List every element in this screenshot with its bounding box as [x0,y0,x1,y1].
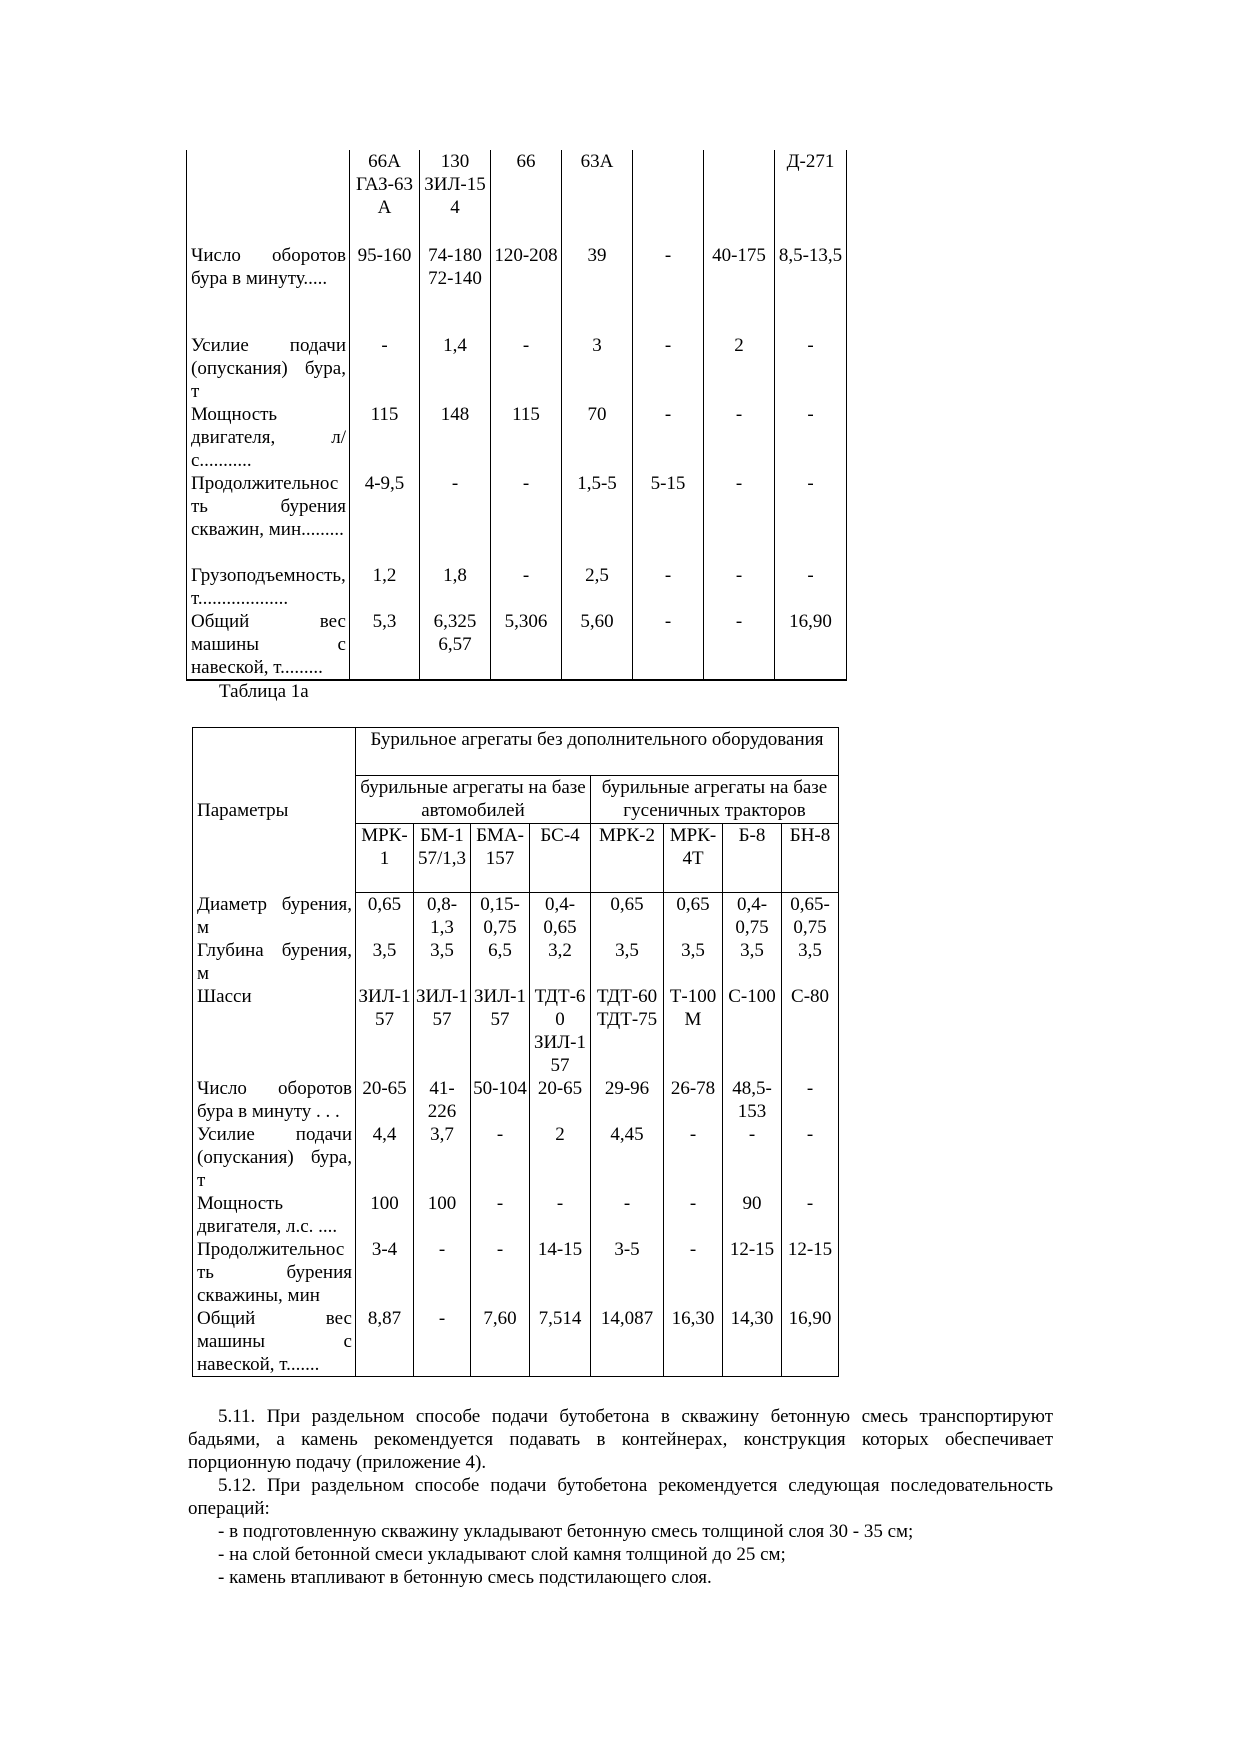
table-cell: 20-65 [356,1077,414,1123]
table-cell: 14,087 [591,1307,664,1377]
table-cell: 0,65 [664,893,723,940]
table-cell: 0,65-0,75 [782,893,839,940]
table-cell [633,150,704,244]
table-row [193,939,839,985]
table-cell: 16,90 [775,610,847,680]
table-cell: - [414,1307,471,1377]
table-cell: 3-4 [356,1238,414,1307]
table-cell: ЗИЛ-157 [471,985,530,1077]
table-cell: 20-65 [530,1077,591,1123]
table-cell: 40-175 [704,244,775,334]
model-header: МРК-4Т [664,824,723,893]
table-cell: - [491,334,562,403]
table-row [187,564,847,610]
table-cell: 3-5 [591,1238,664,1307]
model-header: МРК-2 [591,824,664,893]
table-cell: - [704,472,775,564]
paragraph-5-12: 5.12. При раздельном способе подачи бутобетона рекомендуется следующая последовательность операций: [188,1475,1053,1519]
table-row [193,1077,839,1123]
table-cell: - [420,472,491,564]
model-header: МРК-1 [356,824,414,893]
sub-header-tractor: бурильные агрегаты на базе гусеничных тракторов [591,776,839,824]
table-cell: 26-78 [664,1077,723,1123]
table-cell: 12-15 [723,1238,782,1307]
table-cell: 7,60 [471,1307,530,1377]
table-cell: ТДТ-60 ЗИЛ-157 [530,985,591,1077]
table-cell: 2 [530,1123,591,1192]
table-cell: 41-226 [414,1077,471,1123]
list-item: - камень втапливают в бетонную смесь подстилающего слоя. [218,1567,712,1588]
table-cell: 0,65 [591,893,664,940]
table-cell: 29-96 [591,1077,664,1123]
row-label: Шасси [193,985,356,1077]
table-cell: 3,5 [723,939,782,985]
table-cell: - [664,1192,723,1238]
table-cell: 3,2 [530,939,591,985]
table-cell: - [633,403,704,472]
table-cell: 130 ЗИЛ-154 [420,150,491,244]
table-cell: - [414,1238,471,1307]
table-row [193,893,839,940]
table-cell: 50-104 [471,1077,530,1123]
table-cell: 14-15 [530,1238,591,1307]
list-item: - в подготовленную скважину укладывают бетонную смесь толщиной слоя 30 - 35 см; [218,1521,914,1542]
table-cell: - [704,403,775,472]
drilling-units-table [192,727,839,1377]
table-cell: 3,5 [356,939,414,985]
table-row [193,1192,839,1238]
table-cell: - [633,244,704,334]
row-label: Число оборотов бура в минуту . . . [193,1077,356,1123]
table-cell: 0,15-0,75 [471,893,530,940]
table-cell: 2 [704,334,775,403]
table-row [193,1123,839,1192]
row-label: Число оборотов бура в минуту..... [187,244,350,334]
table-cell: 74-180 72-140 [420,244,491,334]
row-label: Продолжительность бурения скважин, мин......... [187,472,350,564]
table-row [193,985,839,1077]
table-cell: Т-100М [664,985,723,1077]
table-cell: - [633,610,704,680]
table-cell: - [471,1123,530,1192]
table-cell: - [775,564,847,610]
table-cell: 4,45 [591,1123,664,1192]
table-cell: 4,4 [356,1123,414,1192]
table-cell: 0,4-0,65 [530,893,591,940]
table-cell: 95-160 [350,244,420,334]
table-cell: 3,5 [591,939,664,985]
table-cell: - [633,564,704,610]
table-cell: 3,5 [414,939,471,985]
table-cell: 120-208 [491,244,562,334]
table-row [187,244,847,334]
table-cell: - [704,610,775,680]
table-cell: 5,306 [491,610,562,680]
table-cell: 3,5 [664,939,723,985]
table-cell: 7,514 [530,1307,591,1377]
table-cell: 66 [491,150,562,244]
table-cell: - [775,472,847,564]
row-label: Грузоподъемность, т................... [187,564,350,610]
table-row [193,1238,839,1307]
model-header: БМ-157/1,3 [414,824,471,893]
table-cell: 8,5-13,5 [775,244,847,334]
table-cell: ЗИЛ-157 [356,985,414,1077]
table-cell: 1,5-5 [562,472,633,564]
equipment-table-continued [186,150,847,681]
table-cell: - [591,1192,664,1238]
row-label [187,150,350,244]
table-cell: 16,90 [782,1307,839,1377]
row-label: Глубина бурения, м [193,939,356,985]
table-cell: 3,5 [782,939,839,985]
group-header: Бурильное агрегаты без дополнительного оборудования [356,728,839,776]
table-cell: - [782,1192,839,1238]
table-cell: - [723,1123,782,1192]
row-label: Усилие подачи (опускания) бура, т [193,1123,356,1192]
model-header: БМА-157 [471,824,530,893]
table-cell: - [471,1192,530,1238]
table-cell: 1,2 [350,564,420,610]
model-header: БС-4 [530,824,591,893]
table-cell: - [782,1123,839,1192]
table-row [187,150,847,244]
list-item: - на слой бетонной смеси укладывают слой камня толщиной до 25 см; [218,1544,786,1565]
row-label: Продолжительность бурения скважины, мин [193,1238,356,1307]
table-cell: - [704,564,775,610]
table-cell: - [664,1238,723,1307]
table-cell: 148 [420,403,491,472]
table-cell: - [350,334,420,403]
table-cell: ТДТ-60 ТДТ-75 [591,985,664,1077]
table-cell: 4-9,5 [350,472,420,564]
table-cell: 1,8 [420,564,491,610]
table-cell: 6,5 [471,939,530,985]
row-label: Диаметр бурения, м [193,893,356,940]
table-cell: 0,4-0,75 [723,893,782,940]
table-cell: - [664,1123,723,1192]
row-label: Усилие подачи (опускания) бура, т [187,334,350,403]
table-cell: 5-15 [633,472,704,564]
table-cell: 115 [491,403,562,472]
table-cell: 8,87 [356,1307,414,1377]
table-cell: 48,5-153 [723,1077,782,1123]
table-cell: 100 [356,1192,414,1238]
table-cell: - [471,1238,530,1307]
table-cell: 39 [562,244,633,334]
table-cell: 100 [414,1192,471,1238]
table-cell: 3,7 [414,1123,471,1192]
table-cell: - [775,334,847,403]
param-header: Параметры [193,728,356,893]
table-cell: С-100 [723,985,782,1077]
table-cell: 0,8-1,3 [414,893,471,940]
table-cell: - [491,564,562,610]
table-cell: 6,325 6,57 [420,610,491,680]
row-label: Мощность двигателя, л/с........... [187,403,350,472]
table-cell: 5,60 [562,610,633,680]
table-row [187,472,847,564]
table-row [187,610,847,680]
sub-header-auto: бурильные агрегаты на базе автомобилей [356,776,591,824]
table-cell: Д-271 [775,150,847,244]
table-cell: 90 [723,1192,782,1238]
table-cell: 115 [350,403,420,472]
table-cell: 16,30 [664,1307,723,1377]
table-cell: - [633,334,704,403]
table-cell: ЗИЛ-157 [414,985,471,1077]
model-header: Б-8 [723,824,782,893]
table-cell: 66А ГАЗ-63А [350,150,420,244]
paragraph-5-11: 5.11. При раздельном способе подачи бутобетона в скважину бетонную смесь транспортируют бадьями, а камень рекомендуется подавать в контейнерах, конструкция которых обеспечивает порционную подачу (приложение 4). [188,1406,1053,1473]
table-cell: - [491,472,562,564]
table-row [187,334,847,403]
table-cell: 2,5 [562,564,633,610]
table-cell: 5,3 [350,610,420,680]
table-cell: - [530,1192,591,1238]
table-cell: 12-15 [782,1238,839,1307]
row-label: Общий вес машины с навеской, т....... [193,1307,356,1377]
row-label: Общий вес машины с навеской, т......... [187,610,350,680]
table-cell: 63А [562,150,633,244]
table-cell: 70 [562,403,633,472]
table-cell: 14,30 [723,1307,782,1377]
table-cell [704,150,775,244]
table-row [187,403,847,472]
table-cell: 1,4 [420,334,491,403]
model-header: БН-8 [782,824,839,893]
body-text [188,1405,1053,1589]
table-cell: - [775,403,847,472]
table-cell: С-80 [782,985,839,1077]
table-row [193,1307,839,1377]
row-label: Мощность двигателя, л.с. .... [193,1192,356,1238]
table-cell: - [782,1077,839,1123]
table-cell: 3 [562,334,633,403]
table-caption: Таблица 1а [219,681,309,702]
table-cell: 0,65 [356,893,414,940]
